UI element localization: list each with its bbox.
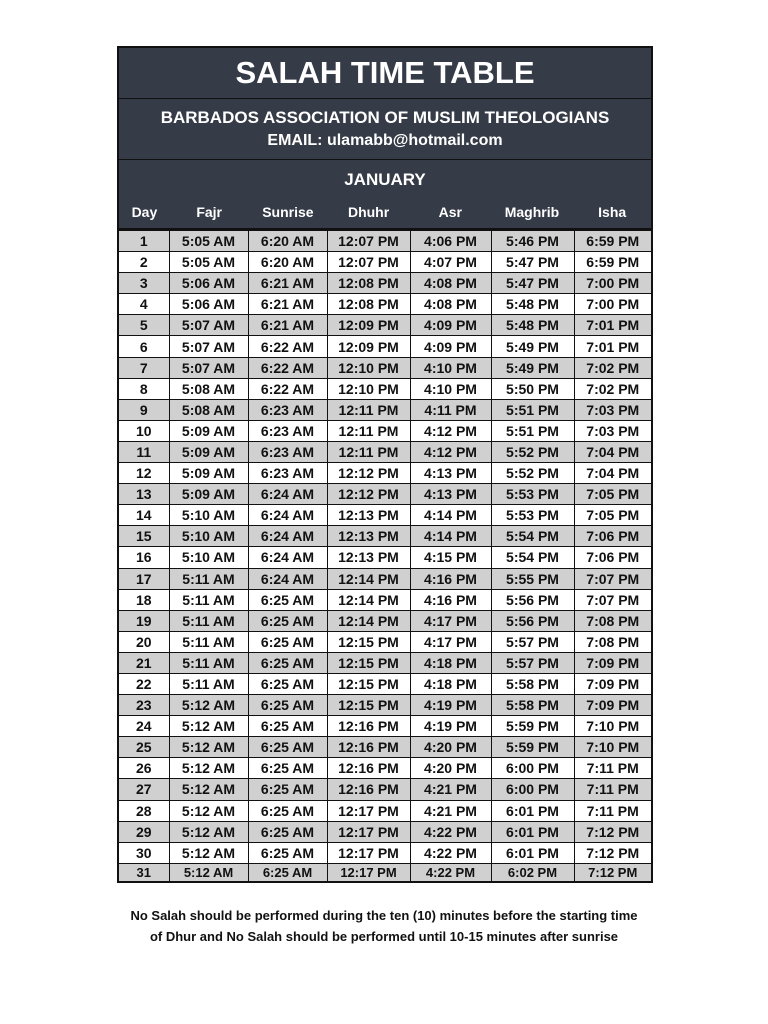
cell-maghrib: 6:00 PM	[491, 779, 574, 800]
cell-dhuhr: 12:08 PM	[327, 273, 410, 294]
cell-fajr: 5:07 AM	[169, 357, 248, 378]
cell-asr: 4:10 PM	[410, 378, 491, 399]
cell-dhuhr: 12:17 PM	[327, 863, 410, 882]
cell-day: 26	[118, 758, 169, 779]
cell-sunrise: 6:25 AM	[248, 800, 327, 821]
cell-dhuhr: 12:15 PM	[327, 695, 410, 716]
cell-isha: 7:06 PM	[574, 547, 652, 568]
cell-dhuhr: 12:15 PM	[327, 631, 410, 652]
column-headers	[119, 196, 651, 228]
cell-isha: 7:01 PM	[574, 315, 652, 336]
cell-isha: 7:12 PM	[574, 863, 652, 882]
cell-asr: 4:09 PM	[410, 336, 491, 357]
cell-maghrib: 6:00 PM	[491, 758, 574, 779]
cell-fajr: 5:09 AM	[169, 484, 248, 505]
cell-asr: 4:21 PM	[410, 779, 491, 800]
cell-sunrise: 6:25 AM	[248, 610, 327, 631]
cell-day: 31	[118, 863, 169, 882]
cell-isha: 7:07 PM	[574, 568, 652, 589]
cell-dhuhr: 12:08 PM	[327, 294, 410, 315]
table-row	[118, 695, 652, 716]
cell-day: 1	[118, 231, 169, 252]
organization-block	[119, 99, 651, 160]
cell-isha: 6:59 PM	[574, 231, 652, 252]
cell-asr: 4:08 PM	[410, 294, 491, 315]
cell-day: 20	[118, 631, 169, 652]
cell-day: 17	[118, 568, 169, 589]
cell-asr: 4:20 PM	[410, 737, 491, 758]
cell-asr: 4:22 PM	[410, 821, 491, 842]
cell-dhuhr: 12:17 PM	[327, 800, 410, 821]
cell-isha: 7:10 PM	[574, 737, 652, 758]
cell-dhuhr: 12:07 PM	[327, 252, 410, 273]
cell-dhuhr: 12:09 PM	[327, 315, 410, 336]
cell-asr: 4:19 PM	[410, 716, 491, 737]
cell-isha: 7:04 PM	[574, 441, 652, 462]
cell-asr: 4:16 PM	[410, 589, 491, 610]
cell-dhuhr: 12:16 PM	[327, 758, 410, 779]
cell-maghrib: 5:48 PM	[491, 315, 574, 336]
table-row	[118, 315, 652, 336]
table-row	[118, 273, 652, 294]
cell-dhuhr: 12:17 PM	[327, 821, 410, 842]
table-row	[118, 673, 652, 694]
cell-asr: 4:18 PM	[410, 652, 491, 673]
table-row	[118, 716, 652, 737]
column-header-sunrise: Sunrise	[262, 204, 314, 220]
cell-day: 16	[118, 547, 169, 568]
cell-sunrise: 6:25 AM	[248, 758, 327, 779]
cell-isha: 7:11 PM	[574, 779, 652, 800]
cell-dhuhr: 12:14 PM	[327, 589, 410, 610]
cell-day: 23	[118, 695, 169, 716]
cell-day: 15	[118, 526, 169, 547]
cell-maghrib: 5:52 PM	[491, 441, 574, 462]
table-row	[118, 441, 652, 462]
cell-fajr: 5:07 AM	[169, 336, 248, 357]
cell-day: 21	[118, 652, 169, 673]
cell-day: 14	[118, 505, 169, 526]
cell-fajr: 5:12 AM	[169, 737, 248, 758]
cell-isha: 7:09 PM	[574, 673, 652, 694]
cell-maghrib: 5:53 PM	[491, 484, 574, 505]
cell-fajr: 5:08 AM	[169, 399, 248, 420]
cell-fajr: 5:12 AM	[169, 695, 248, 716]
cell-sunrise: 6:20 AM	[248, 252, 327, 273]
cell-sunrise: 6:21 AM	[248, 315, 327, 336]
cell-fajr: 5:12 AM	[169, 842, 248, 863]
cell-day: 5	[118, 315, 169, 336]
cell-asr: 4:17 PM	[410, 631, 491, 652]
cell-asr: 4:11 PM	[410, 399, 491, 420]
cell-maghrib: 5:59 PM	[491, 716, 574, 737]
cell-dhuhr: 12:16 PM	[327, 779, 410, 800]
table-row	[118, 737, 652, 758]
table-row	[118, 463, 652, 484]
footer-note-line1: No Salah should be performed during the ten (10) minutes before the starting time	[130, 908, 638, 923]
cell-dhuhr: 12:09 PM	[327, 336, 410, 357]
cell-isha: 7:11 PM	[574, 800, 652, 821]
cell-maghrib: 5:53 PM	[491, 505, 574, 526]
cell-day: 13	[118, 484, 169, 505]
cell-day: 12	[118, 463, 169, 484]
cell-sunrise: 6:24 AM	[248, 526, 327, 547]
cell-isha: 7:09 PM	[574, 695, 652, 716]
cell-sunrise: 6:24 AM	[248, 568, 327, 589]
cell-sunrise: 6:25 AM	[248, 863, 327, 882]
cell-fajr: 5:09 AM	[169, 441, 248, 462]
cell-isha: 7:08 PM	[574, 631, 652, 652]
cell-asr: 4:12 PM	[410, 441, 491, 462]
cell-maghrib: 5:51 PM	[491, 420, 574, 441]
footer-note-line2: of Dhur and No Salah should be performed until 10-15 minutes after sunrise	[149, 929, 619, 944]
cell-asr: 4:13 PM	[410, 463, 491, 484]
cell-dhuhr: 12:12 PM	[327, 484, 410, 505]
cell-fajr: 5:09 AM	[169, 463, 248, 484]
cell-maghrib: 5:59 PM	[491, 737, 574, 758]
table-row	[118, 378, 652, 399]
table-row	[118, 357, 652, 378]
cell-maghrib: 6:01 PM	[491, 821, 574, 842]
cell-asr: 4:17 PM	[410, 610, 491, 631]
cell-asr: 4:06 PM	[410, 231, 491, 252]
cell-isha: 7:00 PM	[574, 294, 652, 315]
table-row	[118, 652, 652, 673]
cell-day: 24	[118, 716, 169, 737]
table-row	[118, 842, 652, 863]
cell-maghrib: 5:54 PM	[491, 526, 574, 547]
cell-day: 9	[118, 399, 169, 420]
table-row	[118, 631, 652, 652]
cell-isha: 7:06 PM	[574, 526, 652, 547]
cell-sunrise: 6:25 AM	[248, 716, 327, 737]
cell-fajr: 5:06 AM	[169, 294, 248, 315]
cell-maghrib: 5:46 PM	[491, 231, 574, 252]
cell-dhuhr: 12:16 PM	[327, 716, 410, 737]
cell-sunrise: 6:25 AM	[248, 652, 327, 673]
table-row	[118, 252, 652, 273]
cell-maghrib: 5:49 PM	[491, 336, 574, 357]
cell-sunrise: 6:21 AM	[248, 273, 327, 294]
cell-asr: 4:12 PM	[410, 420, 491, 441]
cell-day: 30	[118, 842, 169, 863]
cell-fajr: 5:05 AM	[169, 252, 248, 273]
month-label: JANUARY	[344, 170, 426, 189]
cell-isha: 7:01 PM	[574, 336, 652, 357]
cell-day: 29	[118, 821, 169, 842]
cell-dhuhr: 12:16 PM	[327, 737, 410, 758]
cell-fajr: 5:06 AM	[169, 273, 248, 294]
table-row	[118, 231, 652, 252]
cell-sunrise: 6:25 AM	[248, 589, 327, 610]
column-header-dhuhr: Dhuhr	[347, 204, 390, 220]
cell-day: 7	[118, 357, 169, 378]
cell-isha: 7:12 PM	[574, 842, 652, 863]
cell-maghrib: 5:58 PM	[491, 695, 574, 716]
cell-day: 22	[118, 673, 169, 694]
cell-dhuhr: 12:10 PM	[327, 357, 410, 378]
cell-sunrise: 6:22 AM	[248, 336, 327, 357]
cell-day: 25	[118, 737, 169, 758]
cell-maghrib: 5:52 PM	[491, 463, 574, 484]
cell-asr: 4:22 PM	[410, 842, 491, 863]
cell-fajr: 5:05 AM	[169, 231, 248, 252]
table-row	[118, 294, 652, 315]
cell-fajr: 5:12 AM	[169, 821, 248, 842]
cell-maghrib: 5:57 PM	[491, 652, 574, 673]
cell-sunrise: 6:22 AM	[248, 378, 327, 399]
cell-day: 18	[118, 589, 169, 610]
cell-maghrib: 5:55 PM	[491, 568, 574, 589]
cell-sunrise: 6:25 AM	[248, 673, 327, 694]
cell-day: 6	[118, 336, 169, 357]
cell-dhuhr: 12:07 PM	[327, 231, 410, 252]
cell-asr: 4:19 PM	[410, 695, 491, 716]
cell-sunrise: 6:23 AM	[248, 463, 327, 484]
cell-asr: 4:18 PM	[410, 673, 491, 694]
cell-day: 19	[118, 610, 169, 631]
cell-fajr: 5:08 AM	[169, 378, 248, 399]
cell-maghrib: 6:01 PM	[491, 800, 574, 821]
cell-sunrise: 6:22 AM	[248, 357, 327, 378]
table-row	[118, 589, 652, 610]
cell-isha: 7:04 PM	[574, 463, 652, 484]
cell-sunrise: 6:25 AM	[248, 842, 327, 863]
cell-sunrise: 6:25 AM	[248, 779, 327, 800]
cell-isha: 7:08 PM	[574, 610, 652, 631]
email-line: EMAIL: ulamabb@hotmail.com	[267, 132, 503, 149]
cell-asr: 4:16 PM	[410, 568, 491, 589]
cell-maghrib: 5:54 PM	[491, 547, 574, 568]
cell-maghrib: 5:48 PM	[491, 294, 574, 315]
cell-asr: 4:15 PM	[410, 547, 491, 568]
cell-fajr: 5:10 AM	[169, 505, 248, 526]
cell-dhuhr: 12:17 PM	[327, 842, 410, 863]
cell-dhuhr: 12:13 PM	[327, 547, 410, 568]
cell-fajr: 5:12 AM	[169, 758, 248, 779]
table-row	[118, 484, 652, 505]
table-row	[118, 821, 652, 842]
cell-sunrise: 6:25 AM	[248, 821, 327, 842]
cell-dhuhr: 12:13 PM	[327, 505, 410, 526]
cell-isha: 7:05 PM	[574, 505, 652, 526]
cell-day: 4	[118, 294, 169, 315]
table-row	[118, 420, 652, 441]
cell-fajr: 5:11 AM	[169, 631, 248, 652]
cell-asr: 4:20 PM	[410, 758, 491, 779]
cell-sunrise: 6:20 AM	[248, 231, 327, 252]
cell-maghrib: 5:56 PM	[491, 589, 574, 610]
timetable-sheet	[117, 46, 653, 883]
cell-dhuhr: 12:11 PM	[327, 399, 410, 420]
cell-isha: 7:10 PM	[574, 716, 652, 737]
cell-isha: 7:03 PM	[574, 399, 652, 420]
cell-sunrise: 6:23 AM	[248, 399, 327, 420]
cell-fajr: 5:11 AM	[169, 610, 248, 631]
column-header-isha: Isha	[598, 204, 627, 220]
cell-fajr: 5:10 AM	[169, 526, 248, 547]
cell-asr: 4:14 PM	[410, 526, 491, 547]
footer-note	[100, 905, 668, 947]
cell-fajr: 5:09 AM	[169, 420, 248, 441]
cell-asr: 4:21 PM	[410, 800, 491, 821]
cell-day: 3	[118, 273, 169, 294]
cell-isha: 7:03 PM	[574, 420, 652, 441]
timetable-header	[117, 46, 653, 230]
cell-isha: 7:02 PM	[574, 378, 652, 399]
organization-name: BARBADOS ASSOCIATION OF MUSLIM THEOLOGIANS	[160, 108, 610, 127]
cell-maghrib: 5:49 PM	[491, 357, 574, 378]
cell-maghrib: 6:02 PM	[491, 863, 574, 882]
cell-sunrise: 6:24 AM	[248, 505, 327, 526]
cell-fajr: 5:11 AM	[169, 589, 248, 610]
cell-maghrib: 5:47 PM	[491, 273, 574, 294]
cell-isha: 7:05 PM	[574, 484, 652, 505]
table-row	[118, 758, 652, 779]
cell-dhuhr: 12:13 PM	[327, 526, 410, 547]
cell-maghrib: 5:50 PM	[491, 378, 574, 399]
table-row	[118, 526, 652, 547]
table-row	[118, 505, 652, 526]
cell-day: 2	[118, 252, 169, 273]
cell-maghrib: 6:01 PM	[491, 842, 574, 863]
table-row	[118, 779, 652, 800]
cell-day: 8	[118, 378, 169, 399]
cell-isha: 7:11 PM	[574, 758, 652, 779]
cell-dhuhr: 12:15 PM	[327, 652, 410, 673]
cell-dhuhr: 12:15 PM	[327, 673, 410, 694]
cell-isha: 7:12 PM	[574, 821, 652, 842]
cell-dhuhr: 12:10 PM	[327, 378, 410, 399]
cell-asr: 4:22 PM	[410, 863, 491, 882]
cell-dhuhr: 12:11 PM	[327, 420, 410, 441]
cell-maghrib: 5:56 PM	[491, 610, 574, 631]
cell-day: 28	[118, 800, 169, 821]
cell-fajr: 5:12 AM	[169, 779, 248, 800]
cell-maghrib: 5:57 PM	[491, 631, 574, 652]
cell-asr: 4:08 PM	[410, 273, 491, 294]
cell-fajr: 5:11 AM	[169, 568, 248, 589]
cell-fajr: 5:11 AM	[169, 652, 248, 673]
cell-fajr: 5:11 AM	[169, 673, 248, 694]
table-row	[118, 568, 652, 589]
cell-isha: 7:02 PM	[574, 357, 652, 378]
cell-sunrise: 6:24 AM	[248, 484, 327, 505]
column-header-day: Day	[131, 204, 158, 220]
cell-sunrise: 6:24 AM	[248, 547, 327, 568]
cell-isha: 6:59 PM	[574, 252, 652, 273]
cell-maghrib: 5:51 PM	[491, 399, 574, 420]
column-header-asr: Asr	[438, 204, 462, 220]
cell-asr: 4:07 PM	[410, 252, 491, 273]
cell-fajr: 5:12 AM	[169, 800, 248, 821]
cell-asr: 4:13 PM	[410, 484, 491, 505]
cell-isha: 7:07 PM	[574, 589, 652, 610]
table-row	[118, 547, 652, 568]
cell-isha: 7:00 PM	[574, 273, 652, 294]
cell-maghrib: 5:47 PM	[491, 252, 574, 273]
cell-day: 27	[118, 779, 169, 800]
cell-isha: 7:09 PM	[574, 652, 652, 673]
cell-sunrise: 6:23 AM	[248, 441, 327, 462]
page-title: SALAH TIME TABLE	[119, 48, 651, 99]
column-header-fajr: Fajr	[196, 204, 222, 220]
table-row	[118, 336, 652, 357]
table-row	[118, 399, 652, 420]
column-header-maghrib: Maghrib	[504, 204, 560, 220]
cell-sunrise: 6:25 AM	[248, 737, 327, 758]
prayer-times-table	[117, 230, 653, 883]
cell-fajr: 5:12 AM	[169, 863, 248, 882]
cell-sunrise: 6:23 AM	[248, 420, 327, 441]
table-row	[118, 610, 652, 631]
cell-fajr: 5:10 AM	[169, 547, 248, 568]
cell-sunrise: 6:25 AM	[248, 631, 327, 652]
table-row	[118, 863, 652, 882]
cell-asr: 4:14 PM	[410, 505, 491, 526]
cell-day: 10	[118, 420, 169, 441]
cell-maghrib: 5:58 PM	[491, 673, 574, 694]
cell-dhuhr: 12:12 PM	[327, 463, 410, 484]
cell-fajr: 5:07 AM	[169, 315, 248, 336]
cell-sunrise: 6:25 AM	[248, 695, 327, 716]
cell-asr: 4:09 PM	[410, 315, 491, 336]
cell-day: 11	[118, 441, 169, 462]
cell-dhuhr: 12:14 PM	[327, 610, 410, 631]
cell-asr: 4:10 PM	[410, 357, 491, 378]
cell-dhuhr: 12:14 PM	[327, 568, 410, 589]
cell-fajr: 5:12 AM	[169, 716, 248, 737]
cell-dhuhr: 12:11 PM	[327, 441, 410, 462]
cell-sunrise: 6:21 AM	[248, 294, 327, 315]
table-row	[118, 800, 652, 821]
